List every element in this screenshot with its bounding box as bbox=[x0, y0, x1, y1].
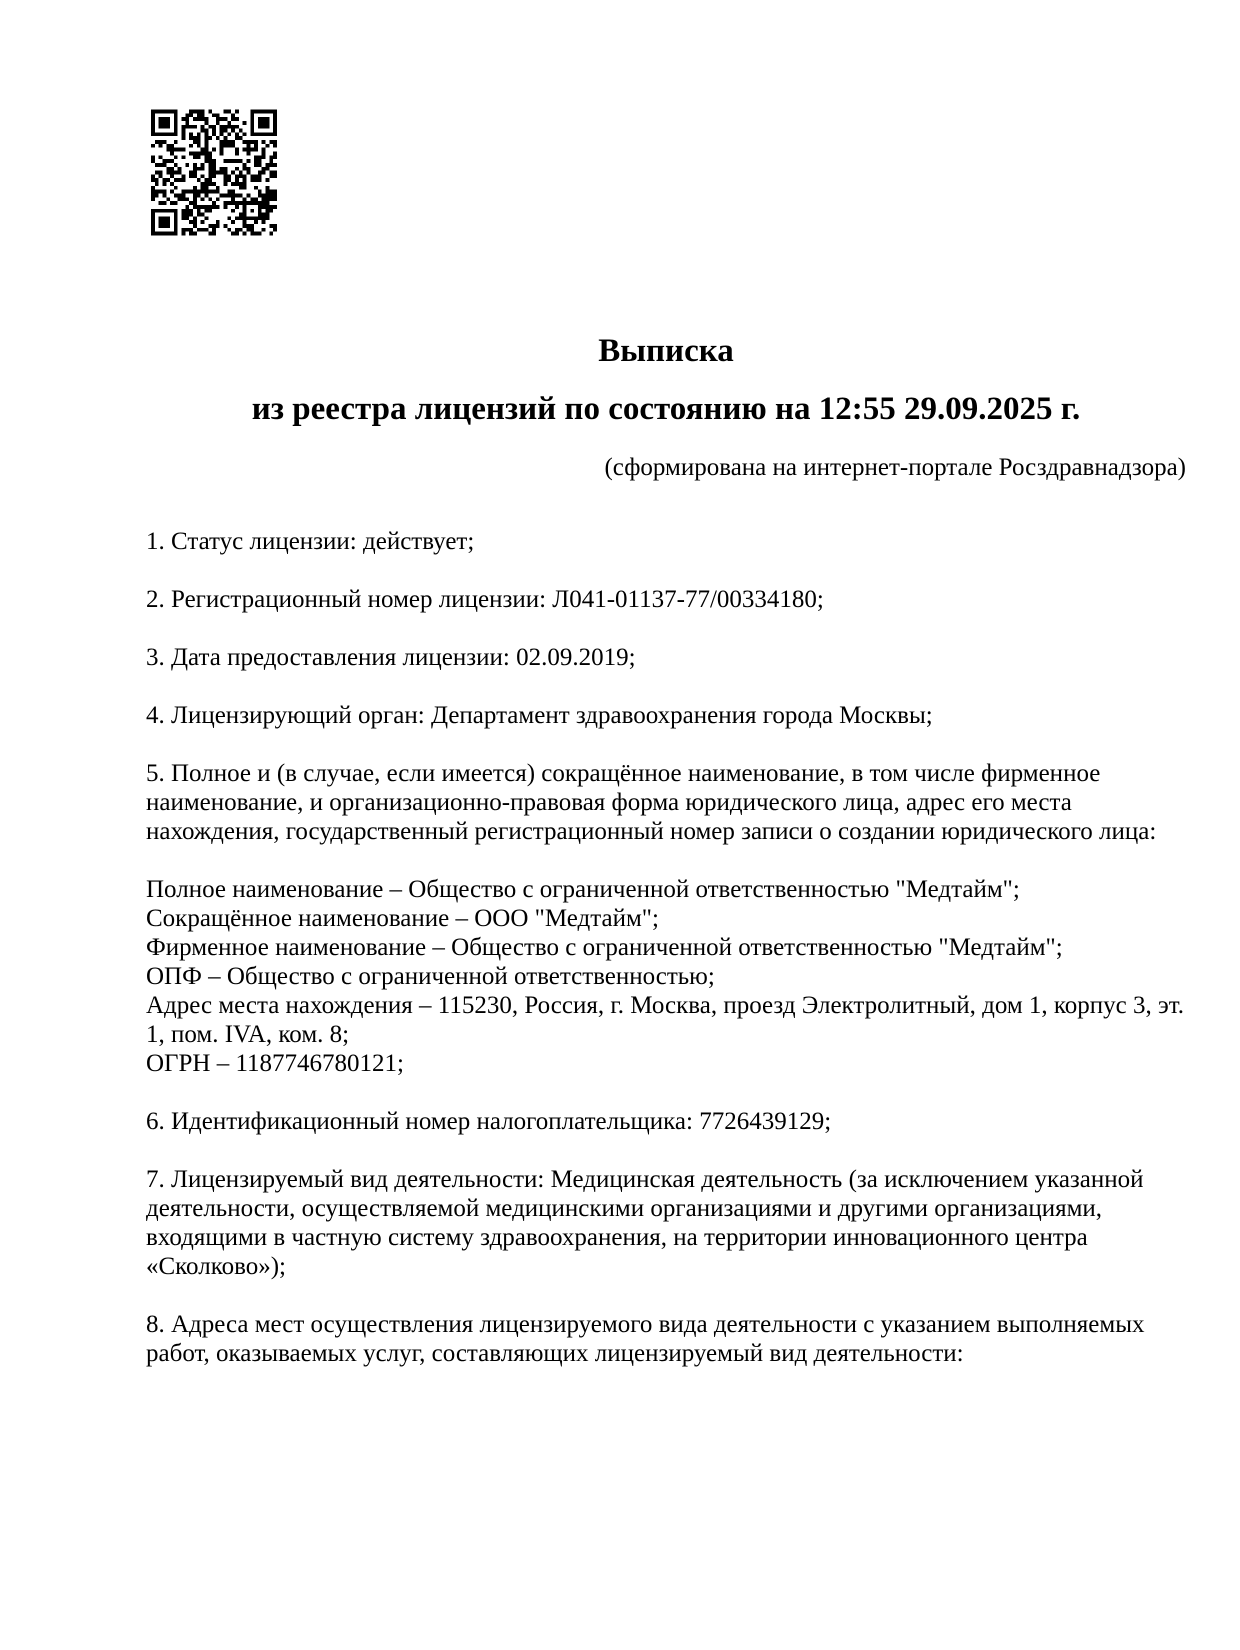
paragraph-licensing-authority: 4. Лицензирующий орган: Департамент здравоохранения города Москвы; bbox=[146, 702, 933, 729]
paragraph-license-status: 1. Статус лицензии: действует; bbox=[146, 528, 475, 555]
paragraph-grant-date: 3. Дата предоставления лицензии: 02.09.2019; bbox=[146, 644, 636, 671]
short-name-line: Сокращённое наименование – ООО "Медтайм"; bbox=[146, 905, 659, 932]
address-line: Адрес места нахождения – 115230, Россия, г. Москва, проезд Электролитный, дом 1, корпус 3, эт. 1, пом. IVA, ком. 8; bbox=[146, 992, 1185, 1048]
paragraph-legal-entity-intro: 5. Полное и (в случае, если имеется) сокращённое наименование, в том числе фирменное наименование, и организационно-правовая форма юридического лица, адрес его места нахождения, государственный регистрационный номер записи о создании юридического лица: bbox=[146, 760, 1157, 845]
full-name-line: Полное наименование – Общество с ограниченной ответственностью "Медтайм"; bbox=[146, 876, 1020, 903]
title-line-1: Выписка bbox=[598, 333, 734, 369]
title-line-2: из реестра лицензий по состоянию на 12:55 29.09.2025 г. bbox=[251, 391, 1081, 427]
legal-entity-names-block bbox=[146, 875, 1186, 1078]
document-title bbox=[146, 333, 1186, 427]
paragraph-taxpayer-number: 6. Идентификационный номер налогоплательщика: 7726439129; bbox=[146, 1108, 832, 1135]
opf-line: ОПФ – Общество с ограниченной ответственностью; bbox=[146, 963, 715, 990]
document-content bbox=[146, 0, 1186, 1368]
paragraph-licensed-activity: 7. Лицензируемый вид деятельности: Медицинская деятельность (за исключением указанной деятельности, осуществляемой медицинскими организациями и другими организациями, входящими в частную систему здравоохранения, на территории инновационного центра «Сколково»); bbox=[146, 1166, 1144, 1280]
brand-name-line: Фирменное наименование – Общество с ограниченной ответственностью "Медтайм"; bbox=[146, 934, 1063, 961]
ogrn-line: ОГРН – 1187746780121; bbox=[146, 1050, 404, 1077]
paragraph-activity-addresses: 8. Адреса мест осуществления лицензируемого вида деятельности с указанием выполняемых работ, оказываемых услуг, составляющих лицензируемый вид деятельности: bbox=[146, 1311, 1145, 1367]
document-subtitle: (сформирована на интернет-портале Росздравнадзора) bbox=[604, 454, 1186, 481]
paragraph-registration-number: 2. Регистрационный номер лицензии: Л041-01137-77/00334180; bbox=[146, 586, 824, 613]
